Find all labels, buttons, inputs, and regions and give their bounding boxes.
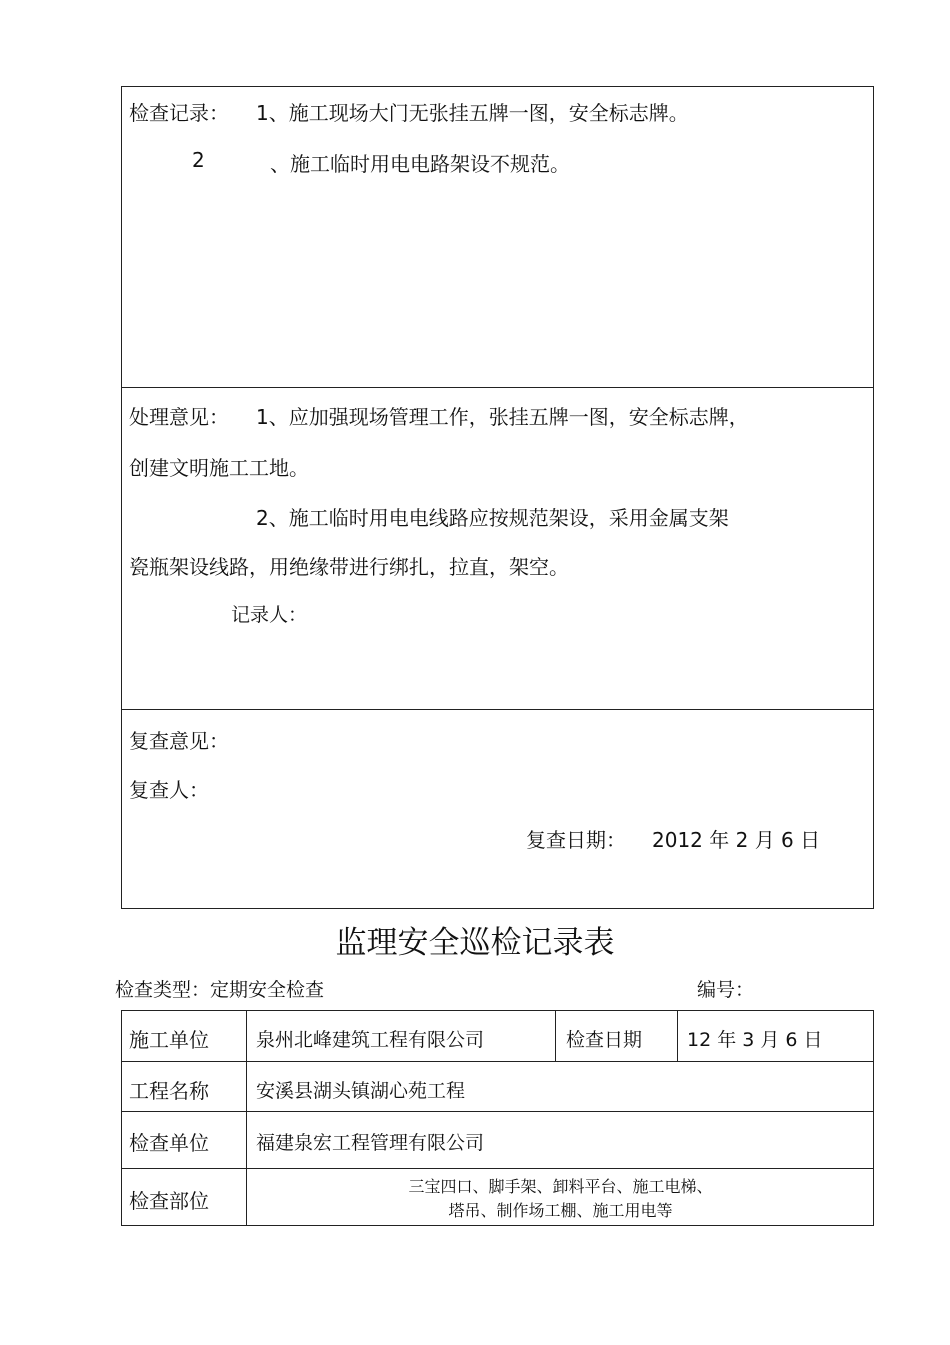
record-item-2-text: 、施工临时用电电路架设不规范。: [270, 152, 570, 176]
opinion-item-1-line-2: 创建文明施工工地。: [129, 456, 309, 480]
row-divider-3: [121, 1168, 874, 1169]
inspector-unit-label: 检查单位: [129, 1131, 209, 1155]
reviewer-label: 复查人：: [129, 778, 209, 802]
inspection-type: 检查类型：定期安全检查: [115, 979, 325, 1001]
contractor-value: 泉州北峰建筑工程有限公司: [256, 1029, 485, 1051]
inspection-date-value: 12 年 3 月 6 日: [687, 1029, 823, 1051]
opinion-item-1-line-1: 1、应加强现场管理工作，张挂五牌一图，安全标志牌，: [256, 405, 749, 429]
record-item-1: 1、施工现场大门无张挂五牌一图，安全标志牌。: [256, 101, 689, 125]
inspection-parts-line-1: 三宝四口、脚手架、卸料平台、施工电梯、: [408, 1177, 713, 1196]
form-title: 监理安全巡检记录表: [335, 925, 615, 961]
record-divider: [121, 387, 874, 388]
project-name-value: 安溪县湖头镇湖心苑工程: [256, 1080, 466, 1102]
date-label-divider-left: [555, 1010, 556, 1062]
inspection-parts-label: 检查部位: [129, 1189, 209, 1213]
review-date-value: 2012 年 2 月 6 日: [652, 828, 821, 852]
opinion-item-2-line-2: 瓷瓶架设线路，用绝缘带进行绑扎，拉直，架空。: [129, 555, 569, 579]
record-label: 检查记录：: [129, 101, 229, 125]
review-date-label: 复查日期：: [526, 828, 626, 852]
recorder-label: 记录人：: [231, 604, 308, 626]
inspection-date-label: 检查日期: [566, 1029, 643, 1051]
inspector-unit-value: 福建泉宏工程管理有限公司: [256, 1132, 485, 1154]
inspection-parts-line-2: 塔吊、制作场工棚、施工用电等: [448, 1201, 673, 1220]
form-number-label: 编号：: [697, 979, 755, 1001]
date-label-divider-right: [677, 1010, 678, 1062]
contractor-label: 施工单位: [129, 1028, 209, 1052]
opinion-label: 处理意见：: [129, 405, 229, 429]
review-opinion-label: 复查意见：: [129, 729, 229, 753]
opinion-divider: [121, 709, 874, 710]
project-name-label: 工程名称: [129, 1079, 209, 1103]
row-divider-2: [121, 1111, 874, 1112]
record-item-2-number: 2: [192, 148, 205, 172]
upper-record-table: [121, 86, 874, 909]
opinion-item-2-line-1: 2、施工临时用电电线路应按规范架设，采用金属支架: [256, 506, 729, 530]
row-divider-1: [121, 1061, 874, 1062]
